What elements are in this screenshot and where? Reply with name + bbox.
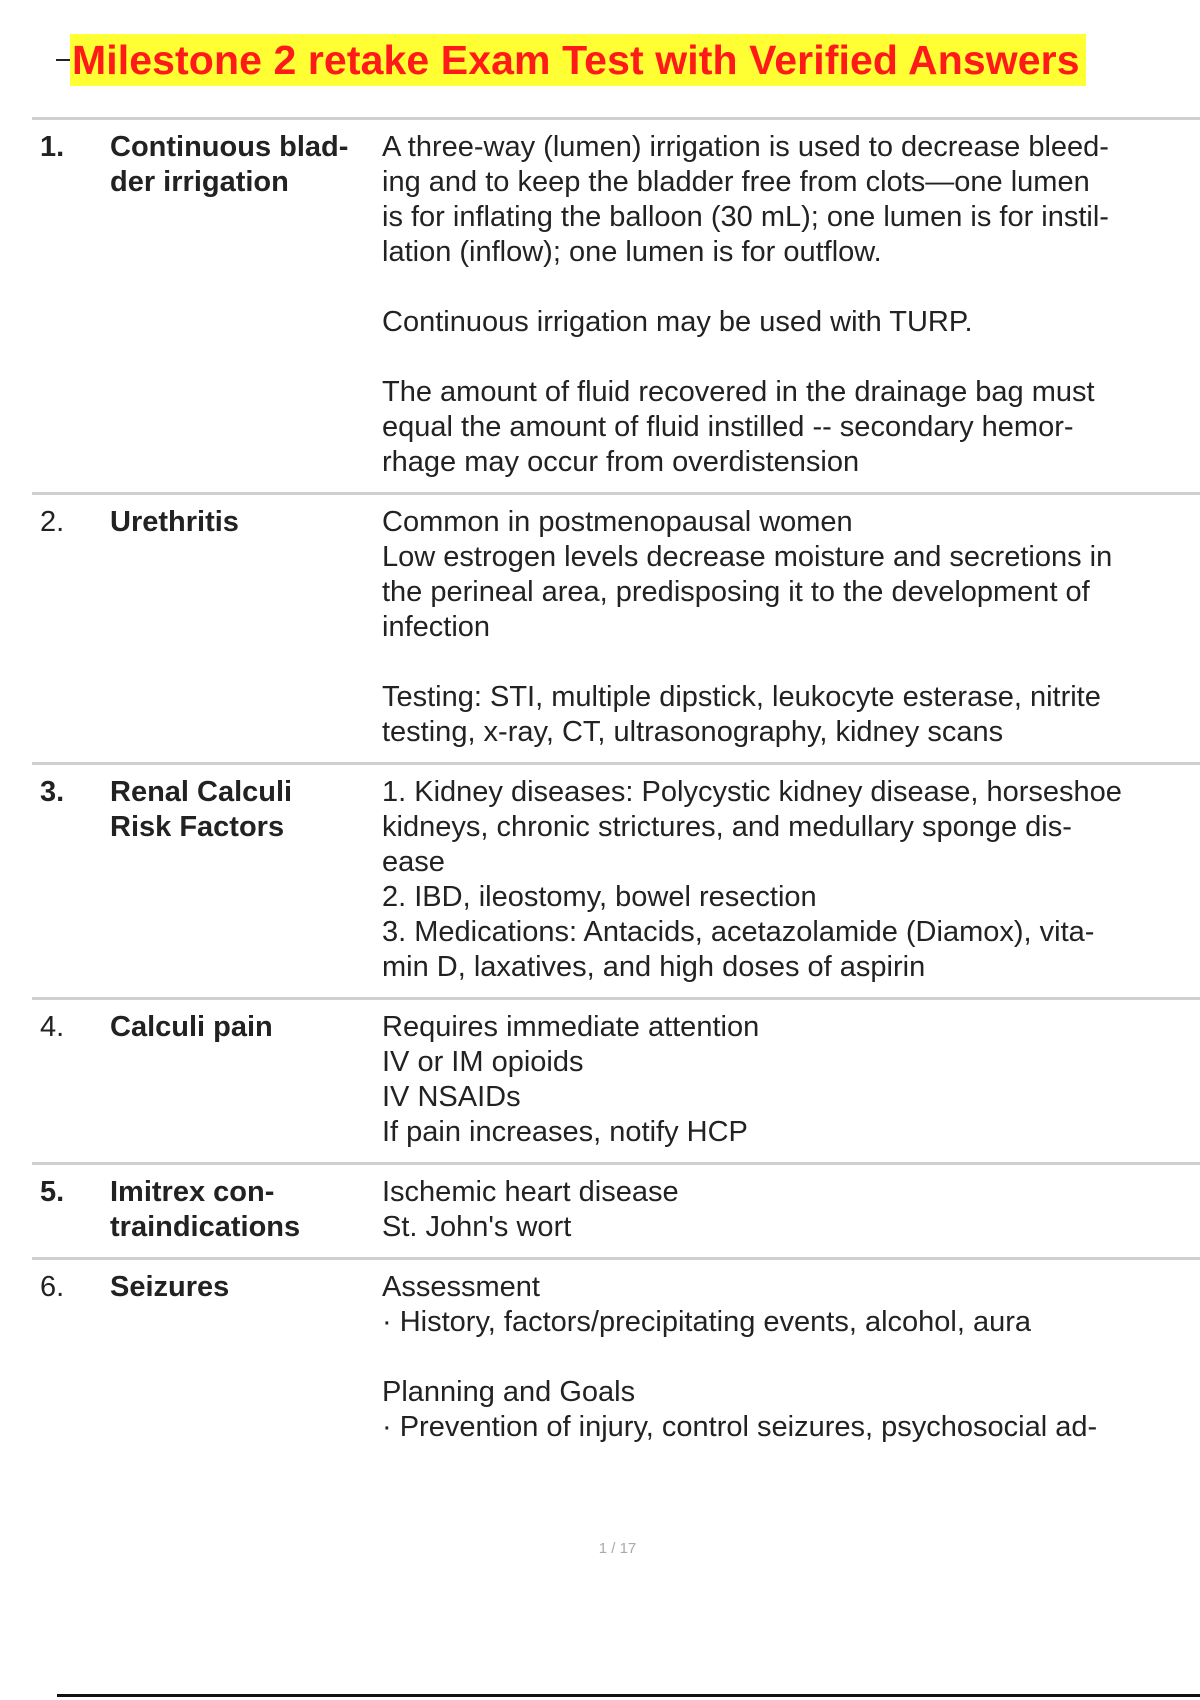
definition-paragraph [382, 1270, 1200, 1340]
definition-line: rhage may occur from overdistension [382, 446, 860, 478]
title-bar [56, 34, 1086, 86]
definition-paragraph [382, 1010, 1200, 1150]
item-term [110, 1270, 382, 1445]
definition-line: Assessment [382, 1271, 540, 1303]
definition-line: IV or IM opioids [382, 1046, 584, 1078]
qa-row [32, 117, 1200, 492]
definition-line: Low estrogen levels decrease moisture and secretions in [382, 541, 1113, 573]
item-number: 4. [40, 1011, 65, 1043]
definition-line: min D, laxatives, and high doses of aspirin [382, 951, 926, 983]
qa-row [32, 1257, 1200, 1457]
definition-line: St. John's wort [382, 1211, 572, 1243]
term-line: Continuous blad- [110, 131, 349, 163]
definition-line: Ischemic heart disease [382, 1176, 679, 1208]
term-line: Renal Calculi [110, 776, 293, 808]
definition-line: lation (inflow); one lumen is for outflow. [382, 236, 882, 268]
item-term [110, 775, 382, 985]
definition-line: A three-way (lumen) irrigation is used to decrease bleed- [382, 131, 1109, 163]
definition-paragraph [382, 375, 1200, 480]
definition-line: ing and to keep the bladder free from clots—one lumen [382, 166, 1090, 198]
definition-paragraph [382, 1175, 1200, 1245]
term-line: Calculi pain [110, 1011, 273, 1043]
definition-line: infection [382, 611, 491, 643]
item-number: 6. [40, 1271, 65, 1303]
bottom-rule [57, 1694, 1200, 1697]
definition-line: kidneys, chronic strictures, and medullary sponge dis- [382, 811, 1072, 843]
definition-line: IV NSAIDs [382, 1081, 521, 1113]
item-definition [382, 775, 1200, 985]
term-line: traindications [110, 1211, 301, 1243]
definition-line: 3. Medications: Antacids, acetazolamide (Diamox), vita- [382, 916, 1095, 948]
definition-line: 2. IBD, ileostomy, bowel resection [382, 881, 817, 913]
item-term [110, 505, 382, 750]
item-number: 3. [40, 776, 65, 808]
definition-line: the perineal area, predisposing it to the development of [382, 576, 1090, 608]
qa-row [32, 492, 1200, 762]
term-line: der irrigation [110, 166, 289, 198]
definition-line: testing, x-ray, CT, ultrasonography, kidney scans [382, 716, 1004, 748]
definition-line: Common in postmenopausal women [382, 506, 853, 538]
term-line: Imitrex con- [110, 1176, 275, 1208]
definition-line: equal the amount of fluid instilled -- secondary hemor- [382, 411, 1074, 443]
item-term [110, 130, 382, 480]
definition-line: is for inflating the balloon (30 mL); one lumen is for instil- [382, 201, 1109, 233]
page-number: 1 / 17 [598, 1540, 637, 1557]
definition-line: · History, factors/precipitating events, alcohol, aura [382, 1306, 1032, 1338]
definition-line: Planning and Goals [382, 1376, 636, 1408]
term-line: Urethritis [110, 506, 239, 538]
definition-line: The amount of fluid recovered in the drainage bag must [382, 376, 1095, 408]
definition-line: Testing: STI, multiple dipstick, leukocyte esterase, nitrite [382, 681, 1101, 713]
item-definition [382, 130, 1200, 480]
definition-paragraph [382, 775, 1200, 985]
definition-line: ease [382, 846, 445, 878]
definition-line: If pain increases, notify HCP [382, 1116, 748, 1148]
definition-paragraph [382, 505, 1200, 645]
item-definition [382, 1270, 1200, 1445]
definition-line: 1. Kidney diseases: Polycystic kidney disease, horseshoe [382, 776, 1122, 808]
item-number: 2. [40, 506, 65, 538]
item-number: 1. [40, 131, 65, 163]
item-number: 5. [40, 1176, 65, 1208]
definition-line: · Prevention of injury, control seizures, psychosocial ad- [382, 1411, 1098, 1443]
document-title: Milestone 2 retake Exam Test with Verified Answers [70, 34, 1086, 86]
qa-list [32, 117, 1200, 1457]
definition-paragraph [382, 130, 1200, 270]
qa-row [32, 762, 1200, 997]
definition-line: Continuous irrigation may be used with TURP. [382, 306, 973, 338]
item-definition [382, 505, 1200, 750]
item-definition [382, 1010, 1200, 1150]
title-dash [56, 59, 70, 61]
term-line: Seizures [110, 1271, 230, 1303]
item-definition [382, 1175, 1200, 1245]
term-line: Risk Factors [110, 811, 285, 843]
item-term [110, 1175, 382, 1245]
qa-row [32, 997, 1200, 1162]
item-term [110, 1010, 382, 1150]
definition-paragraph [382, 305, 1200, 340]
definition-paragraph [382, 1375, 1200, 1445]
definition-paragraph [382, 680, 1200, 750]
qa-row [32, 1162, 1200, 1257]
definition-line: Requires immediate attention [382, 1011, 760, 1043]
